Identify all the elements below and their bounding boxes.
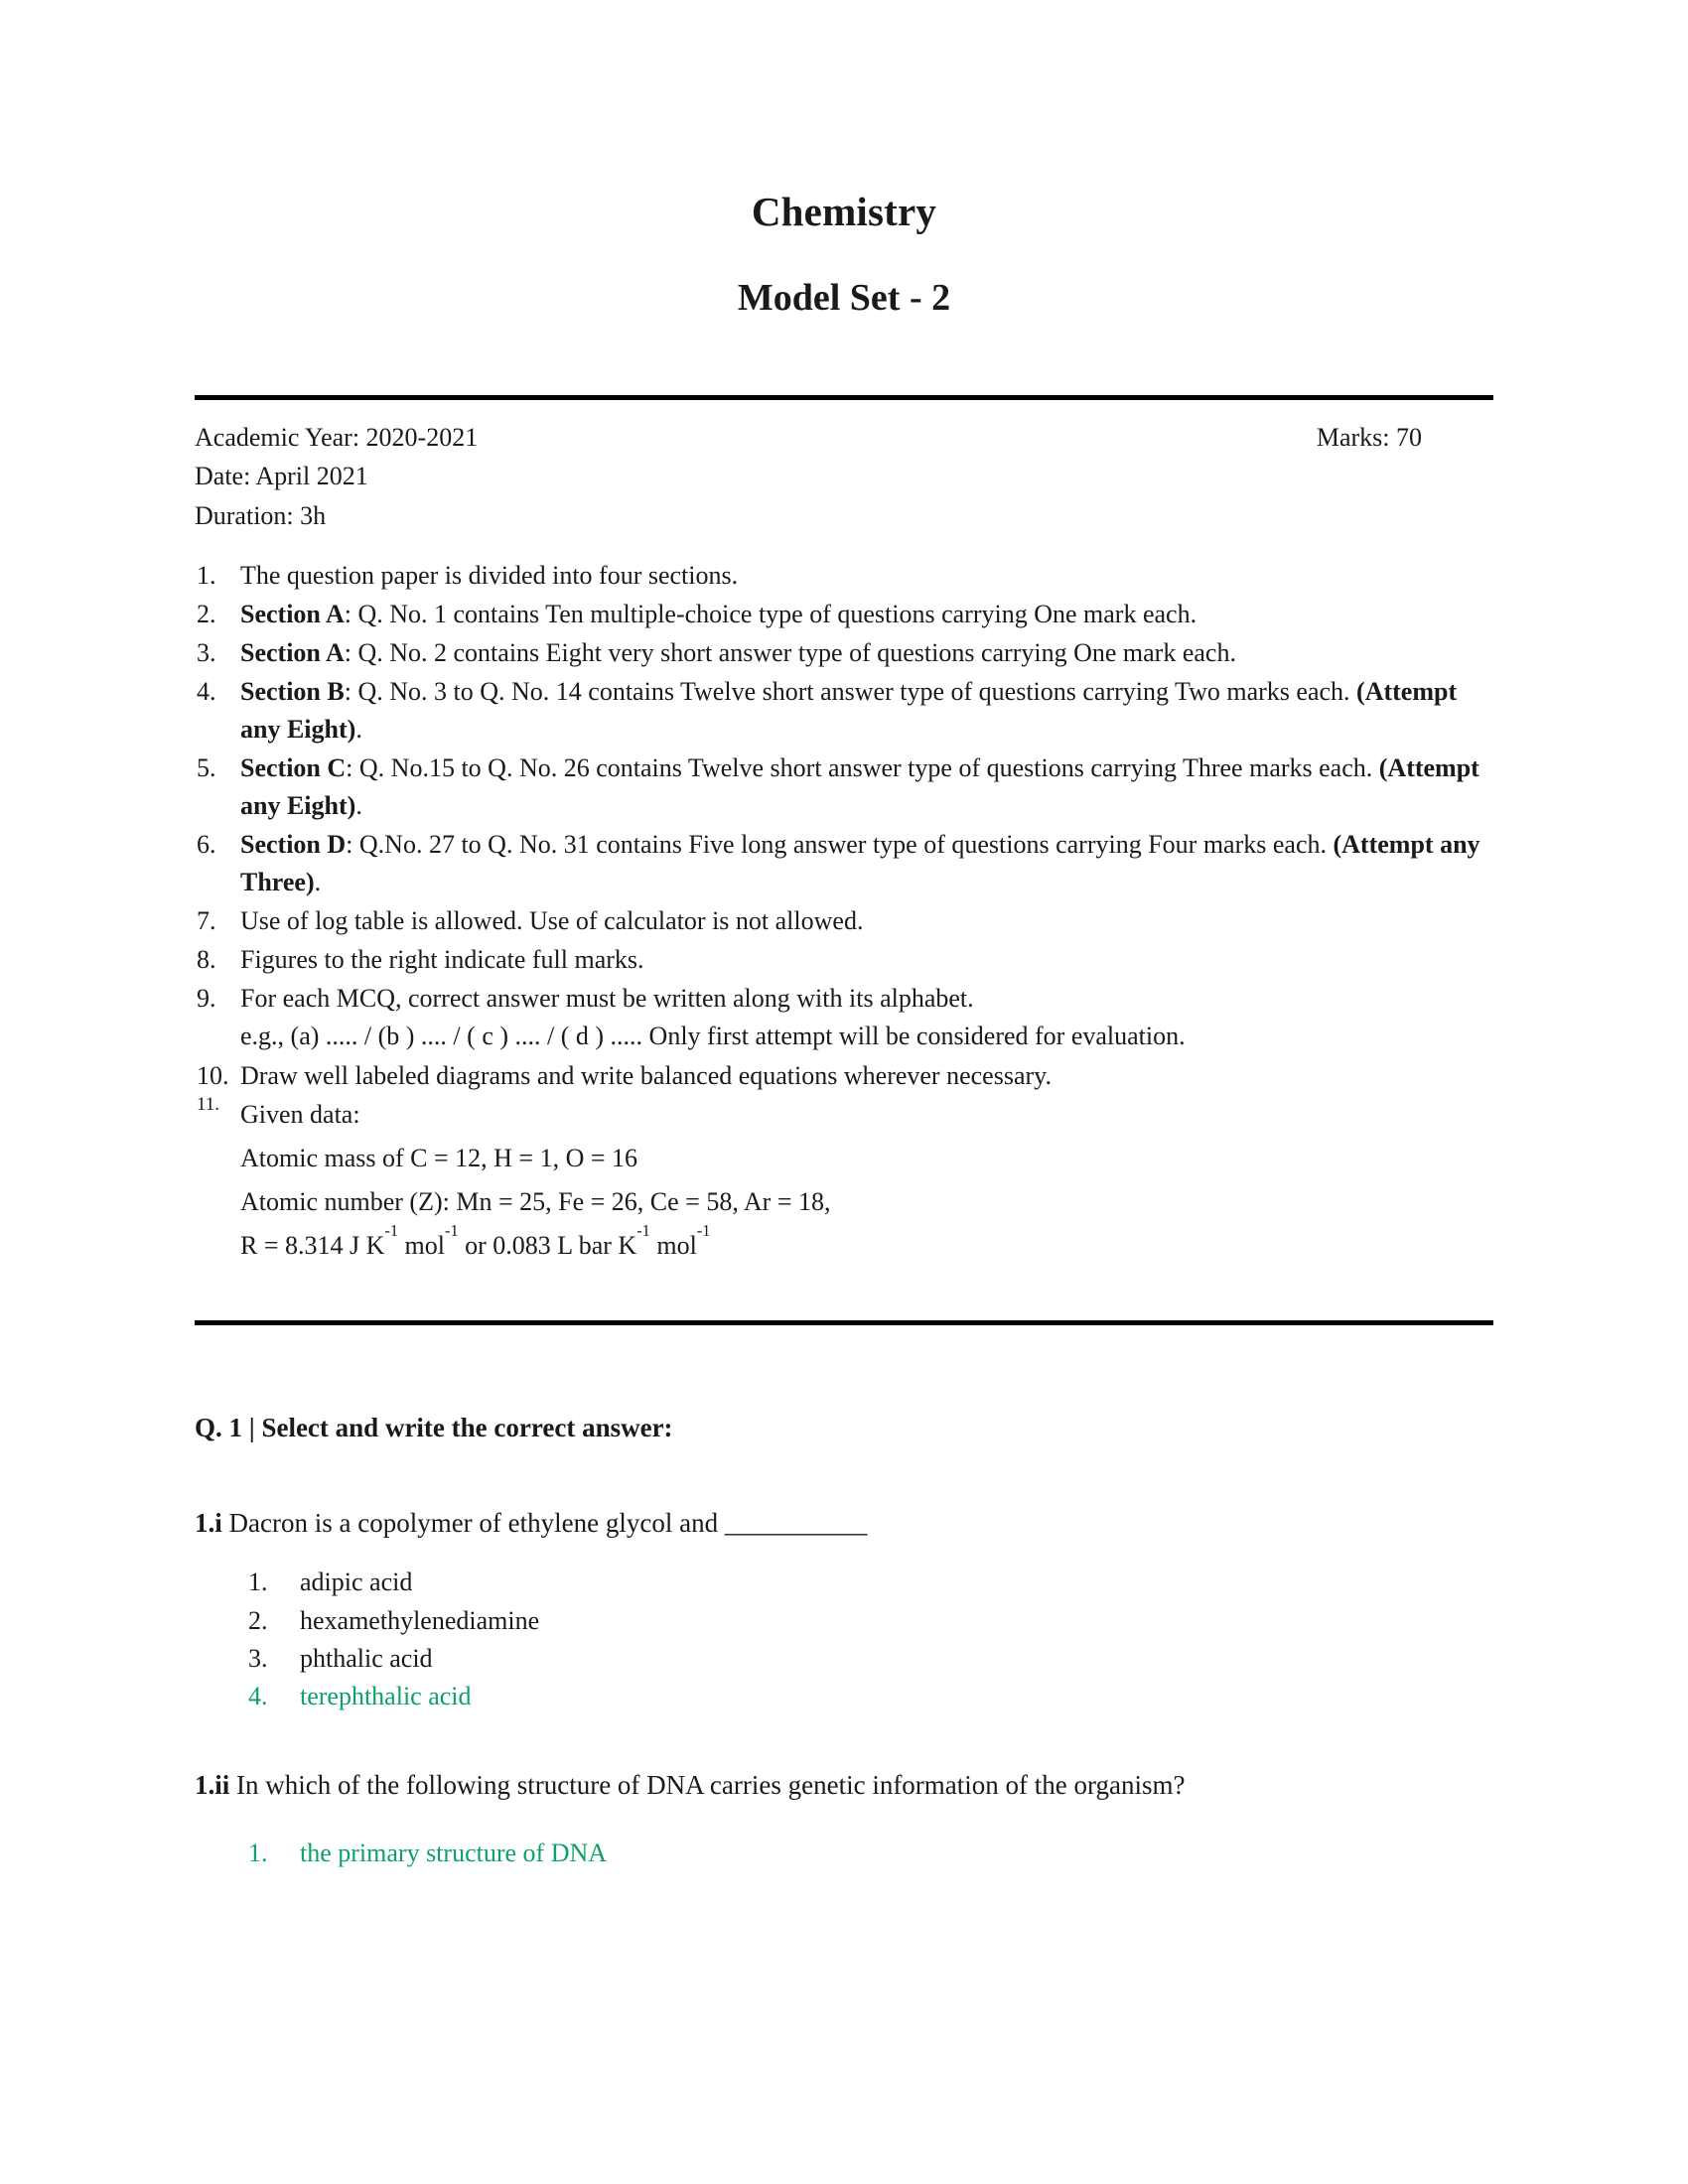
question-prompt: [195, 1505, 1493, 1543]
given-data-gas-constant: [240, 1221, 1493, 1265]
instruction-number: 7.: [197, 905, 216, 935]
instruction-number: 2.: [197, 600, 216, 629]
instruction-example-line: e.g., (a) ..... / (b ) .... / ( c ) .... / ( d ) ..... Only first attempt will be considered for evaluation.: [240, 1021, 1186, 1050]
header-divider: [195, 395, 1493, 400]
exam-meta-right: [1317, 418, 1493, 458]
instruction-item: [195, 1057, 1493, 1095]
instruction-body: For each MCQ, correct answer must be written along with its alphabet.: [240, 983, 974, 1013]
answer-blank: ___________: [724, 1507, 867, 1538]
option-number: 4.: [248, 1681, 268, 1710]
instruction-text: [240, 750, 1493, 825]
instruction-section-label: Section A: [240, 600, 345, 629]
option-item-correct[interactable]: [195, 1835, 1493, 1872]
option-item[interactable]: [195, 1640, 1493, 1678]
question-prompt: [195, 1767, 1493, 1805]
instruction-number: 8.: [197, 944, 216, 974]
exam-marks: Marks: 70: [1316, 422, 1422, 452]
exam-date: Date: April 2021: [195, 462, 368, 491]
instruction-body: : Q. No.15 to Q. No. 26 contains Twelve short answer type of questions carrying Three marks each.: [346, 753, 1379, 783]
option-number: 1.: [248, 1568, 268, 1597]
option-label: the primary structure of DNA: [300, 1839, 608, 1867]
instruction-item: [195, 750, 1493, 825]
instruction-item: [195, 902, 1493, 940]
instruction-body-end: .: [355, 791, 362, 821]
instruction-text: Use of log table is allowed. Use of calculator is not allowed.: [240, 905, 864, 935]
instruction-item: [195, 980, 1493, 1056]
option-number: 3.: [248, 1643, 268, 1673]
instruction-text: [240, 826, 1493, 901]
instruction-number: 1.: [197, 561, 216, 591]
option-item-correct[interactable]: [195, 1678, 1493, 1715]
question-label: 1.ii: [195, 1770, 230, 1801]
instruction-item: [195, 557, 1493, 595]
academic-year: Academic Year: 2020-2021: [195, 422, 479, 452]
page-content: [195, 0, 1493, 1872]
option-label: hexamethylenediamine: [300, 1605, 540, 1635]
question-text: Dacron is a copolymer of ethylene glycol and: [221, 1507, 725, 1538]
instruction-text: [240, 1096, 1493, 1265]
instruction-number: 10.: [197, 1060, 229, 1090]
instruction-item: [195, 634, 1493, 672]
exam-meta-left: [195, 418, 478, 536]
page-subtitle: Model Set - 2: [737, 277, 951, 320]
instruction-number: 3.: [197, 638, 216, 668]
gas-constant-sup-3: -1: [636, 1221, 650, 1241]
instruction-text: Figures to the right indicate full marks.: [240, 944, 644, 974]
instruction-number: 6.: [197, 830, 216, 860]
instruction-item: [195, 1093, 1493, 1265]
instruction-item: [195, 941, 1493, 979]
instruction-number: 4.: [197, 677, 216, 707]
exam-meta: [195, 418, 1493, 536]
instruction-number: 11.: [197, 1093, 220, 1115]
instruction-text: Draw well labeled diagrams and write balanced equations wherever necessary.: [240, 1060, 1052, 1090]
option-item[interactable]: [195, 1602, 1493, 1640]
exam-duration: Duration: 3h: [195, 500, 327, 530]
instruction-section-label: Section B: [240, 677, 345, 707]
instruction-body: : Q. No. 3 to Q. No. 14 contains Twelve short answer type of questions carrying Two marks each.: [344, 677, 1357, 707]
instructions-list: [195, 557, 1493, 1264]
instruction-item: [195, 826, 1493, 901]
question-options: [195, 1835, 1493, 1872]
instruction-body-end: .: [355, 715, 362, 745]
question-options: [195, 1564, 1493, 1715]
gas-constant-part-2: mol: [398, 1230, 445, 1260]
instruction-section-label: Section A: [240, 638, 345, 668]
instruction-text: [240, 634, 1493, 672]
instruction-item: [195, 673, 1493, 749]
instruction-body-end: .: [314, 868, 322, 896]
gas-constant-part-1: R = 8.314 J K: [240, 1230, 385, 1260]
instruction-section-label: Section C: [240, 753, 347, 783]
given-data-atomic-mass: Atomic mass of C = 12, H = 1, O = 16: [240, 1143, 638, 1172]
question-section-heading: Q. 1 | Select and write the correct answer:: [195, 1412, 673, 1442]
question-text: In which of the following structure of DNA carries genetic information of the organism?: [229, 1770, 1186, 1801]
option-item[interactable]: [195, 1564, 1493, 1601]
instruction-body: : Q. No. 2 contains Eight very short answer type of questions carrying One mark each.: [344, 638, 1236, 668]
instructions-divider: [195, 1320, 1493, 1325]
option-number: 1.: [248, 1839, 268, 1867]
gas-constant-sup-2: -1: [445, 1221, 459, 1241]
gas-constant-part-3: or 0.083 L bar K: [458, 1230, 637, 1260]
question-section: [195, 1413, 1493, 1873]
instruction-body: : Q.No. 27 to Q. No. 31 contains Five long answer type of questions carrying Four marks each.: [346, 830, 1334, 860]
title-block: [195, 0, 1493, 321]
option-number: 2.: [248, 1605, 268, 1635]
option-label: terephthalic acid: [300, 1681, 472, 1710]
instruction-body: Given data:: [240, 1099, 360, 1129]
instruction-section-label: Section D: [240, 830, 347, 860]
instruction-text: [240, 673, 1493, 749]
option-label: adipic acid: [300, 1568, 413, 1597]
given-data-atomic-number: Atomic number (Z): Mn = 25, Fe = 26, Ce = 58, Ar = 18,: [240, 1186, 831, 1216]
question-label: 1.i: [195, 1507, 222, 1538]
instruction-text: [240, 596, 1493, 633]
instruction-attempt-note: (Attempt any Eight): [240, 677, 1458, 745]
instruction-item: [195, 596, 1493, 633]
instruction-number: 9.: [197, 983, 216, 1013]
instruction-body: : Q. No. 1 contains Ten multiple-choice type of questions carrying One mark each.: [344, 600, 1197, 629]
page-title: Chemistry: [751, 189, 937, 234]
gas-constant-part-4: mol: [649, 1230, 697, 1260]
instruction-text: [240, 980, 1493, 1056]
instruction-text: The question paper is divided into four sections.: [240, 561, 739, 591]
instruction-number: 5.: [197, 753, 216, 783]
option-label: phthalic acid: [300, 1643, 433, 1673]
gas-constant-sup-1: -1: [384, 1221, 399, 1241]
gas-constant-sup-4: -1: [696, 1221, 711, 1241]
instruction-attempt-note: (Attempt any Three): [240, 830, 1480, 896]
exam-meta-row: [195, 418, 1493, 536]
instruction-attempt-note: (Attempt any Eight): [240, 753, 1479, 821]
